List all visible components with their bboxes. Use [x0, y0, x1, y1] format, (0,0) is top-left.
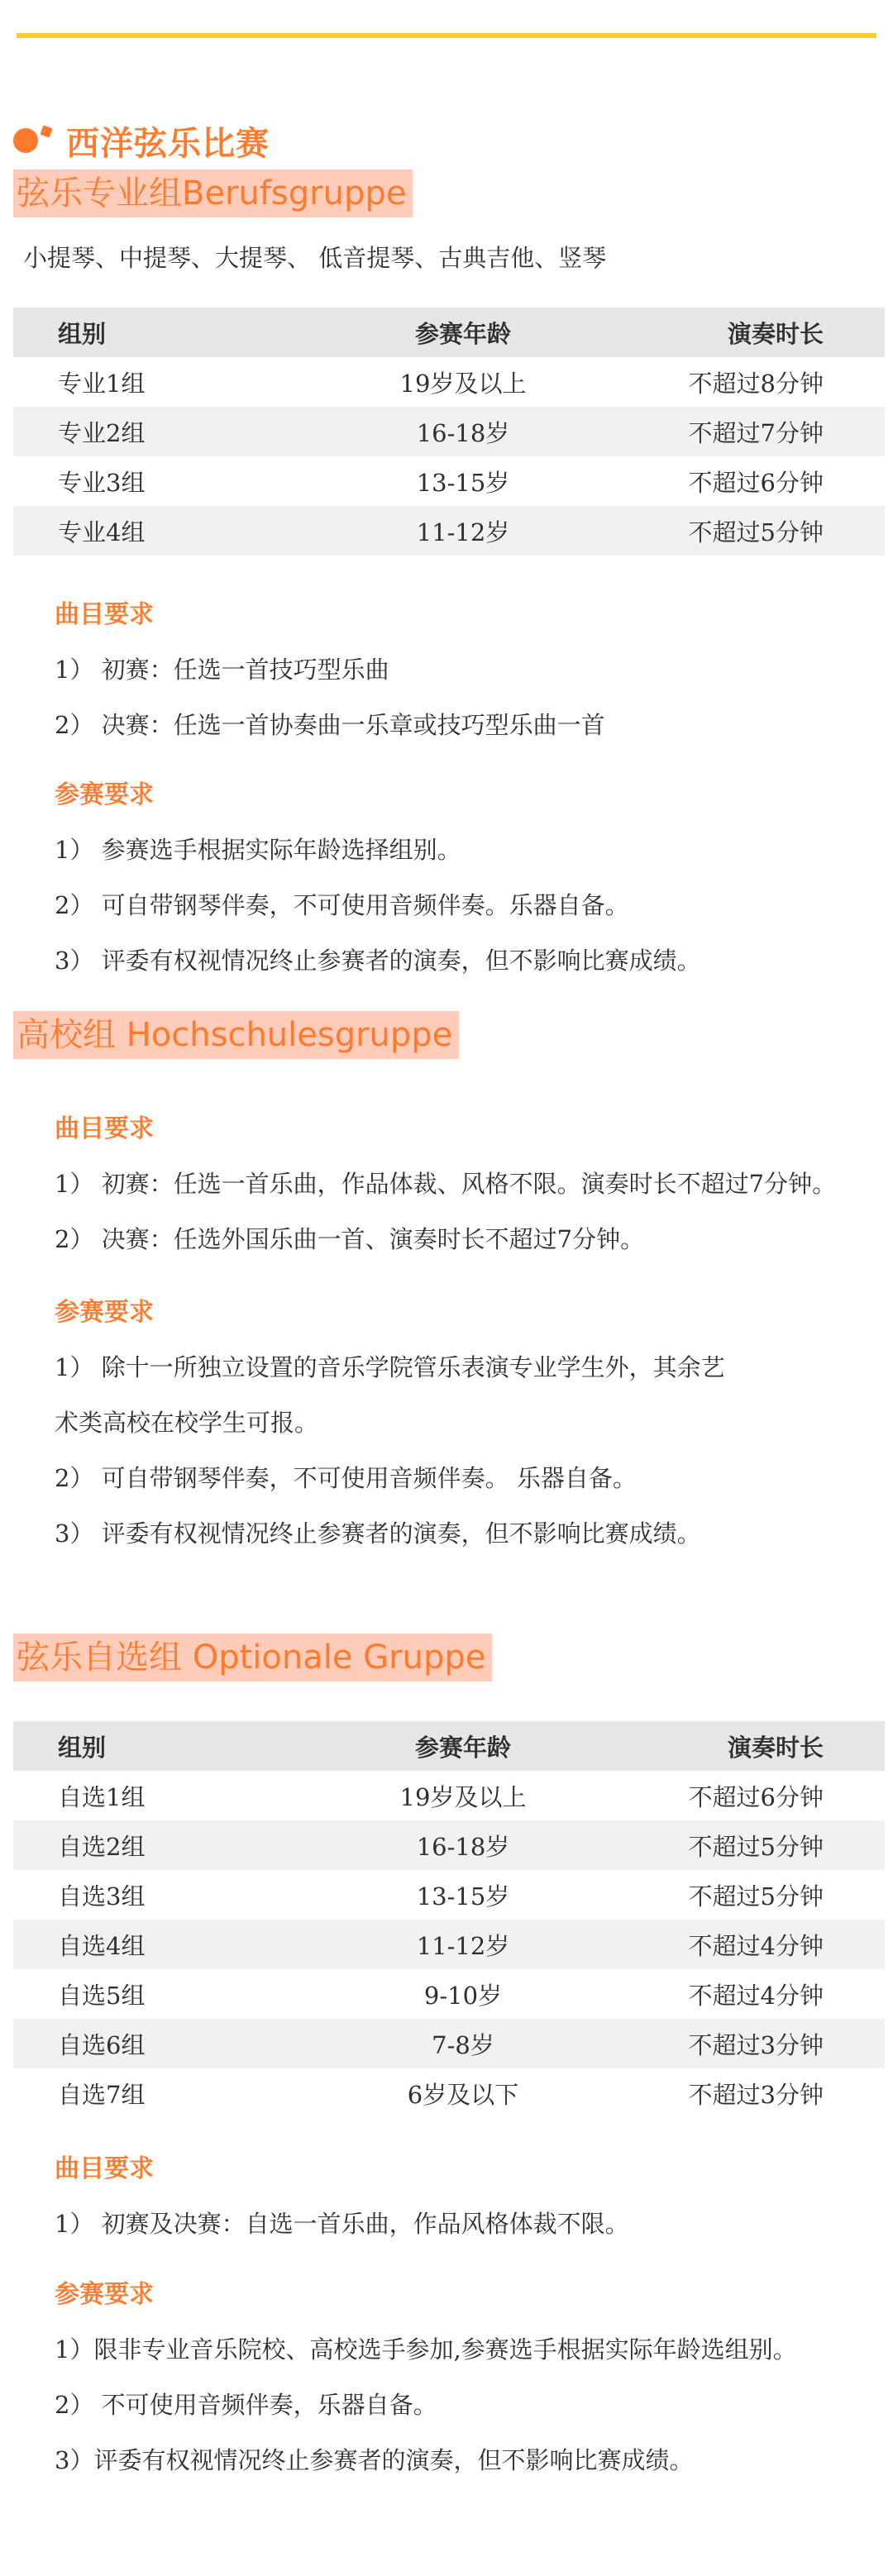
table-row	[13, 506, 885, 556]
table-header-row	[13, 1721, 885, 1771]
header-group: 组别	[58, 319, 107, 348]
header-group: 组别	[58, 1733, 107, 1762]
requirement-line: 3） 评委有权视情况终止参赛者的演奏，但不影响比赛成绩。	[55, 947, 701, 975]
requirement-line: 术类高校在校学生可报。	[55, 1409, 319, 1437]
cell-duration: 不超过6分钟	[688, 1782, 824, 1811]
requirements-heading: 参赛要求	[55, 2280, 154, 2309]
cell-duration: 不超过3分钟	[688, 2030, 824, 2059]
table-row	[13, 1820, 885, 1870]
cell-group: 自选5组	[58, 1981, 146, 2010]
header-age: 参赛年龄	[414, 319, 511, 348]
cell-group: 专业3组	[58, 468, 146, 497]
requirement-line: 1） 除十一所独立设置的音乐学院管乐表演专业学生外，其余艺	[55, 1353, 725, 1381]
cell-age: 9-10岁	[423, 1981, 503, 2010]
cell-age: 11-12岁	[416, 518, 510, 546]
table-row	[13, 407, 885, 456]
cell-group: 专业2组	[58, 418, 146, 447]
header-age: 参赛年龄	[414, 1733, 511, 1762]
cell-duration: 不超过8分钟	[688, 369, 824, 398]
table-row	[13, 2019, 885, 2068]
table-row	[13, 456, 885, 506]
requirements-heading: 参赛要求	[55, 780, 154, 809]
cell-group: 自选4组	[58, 1931, 146, 1960]
cell-group: 自选2组	[58, 1832, 146, 1861]
cell-age: 7-8岁	[432, 2030, 494, 2059]
instrument-list: 小提琴、中提琴、大提琴、 低音提琴、古典吉他、竖琴	[23, 244, 607, 272]
requirement-line: 2） 不可使用音频伴奏，乐器自备。	[55, 2391, 437, 2419]
requirement-line: 1） 参赛选手根据实际年龄选择组别。	[55, 836, 461, 864]
cell-age: 16-18岁	[416, 418, 510, 447]
cell-duration: 不超过5分钟	[688, 518, 824, 546]
table-row	[13, 1771, 885, 1820]
section-heading	[13, 107, 270, 174]
group-title-professional: 弦乐专业组Berufsgruppe	[13, 169, 413, 217]
cell-duration: 不超过5分钟	[688, 1832, 824, 1861]
cell-group: 专业1组	[58, 369, 146, 398]
cell-duration: 不超过3分钟	[688, 2080, 824, 2109]
cell-duration: 不超过7分钟	[688, 418, 824, 447]
requirement-line: 3）评委有权视情况终止参赛者的演奏，但不影响比赛成绩。	[55, 2446, 694, 2474]
cell-duration: 不超过4分钟	[688, 1981, 824, 2010]
table-row	[13, 1920, 885, 1969]
cell-age: 19岁及以上	[399, 369, 527, 398]
table-row	[13, 2068, 885, 2118]
repertoire-heading: 曲目要求	[55, 1114, 154, 1143]
requirement-line: 1）限非专业音乐院校、高校选手参加,参赛选手根据实际年龄选组别。	[55, 2335, 797, 2364]
top-divider	[17, 33, 876, 38]
cell-group: 自选1组	[58, 1782, 146, 1811]
table-header-row	[13, 308, 885, 357]
repertoire-line: 1） 初赛：任选一首技巧型乐曲	[55, 656, 389, 684]
group-title-optional: 弦乐自选组 Optionale Gruppe	[13, 1634, 492, 1682]
cell-duration: 不超过5分钟	[688, 1882, 824, 1911]
cell-group: 自选6组	[58, 2030, 146, 2059]
cell-age: 16-18岁	[416, 1832, 510, 1861]
cell-duration: 不超过6分钟	[688, 468, 824, 497]
repertoire-line: 1） 初赛及决赛：自选一首乐曲，作品风格体裁不限。	[55, 2210, 629, 2238]
professional-table	[13, 308, 885, 556]
repertoire-heading: 曲目要求	[55, 600, 154, 629]
cell-age: 13-15岁	[416, 1882, 510, 1911]
orange-tick-icon	[40, 125, 52, 137]
cell-group: 自选3组	[58, 1882, 146, 1911]
cell-duration: 不超过4分钟	[688, 1931, 824, 1960]
optional-table	[13, 1721, 885, 2118]
requirements-heading: 参赛要求	[55, 1298, 154, 1327]
table-row	[13, 357, 885, 407]
cell-age: 19岁及以上	[399, 1782, 527, 1811]
cell-age: 13-15岁	[416, 468, 510, 497]
repertoire-line: 1） 初赛：任选一首乐曲，作品体裁、风格不限。演奏时长不超过7分钟。	[55, 1170, 837, 1198]
requirement-line: 2） 可自带钢琴伴奏，不可使用音频伴奏。乐器自备。	[55, 891, 629, 919]
cell-age: 6岁及以下	[407, 2080, 519, 2109]
table-row	[13, 1969, 885, 2019]
requirement-line: 3） 评委有权视情况终止参赛者的演奏，但不影响比赛成绩。	[55, 1519, 701, 1548]
orange-dot-icon	[13, 128, 38, 153]
requirement-line: 2） 可自带钢琴伴奏，不可使用音频伴奏。 乐器自备。	[55, 1464, 637, 1492]
repertoire-heading: 曲目要求	[55, 2154, 154, 2183]
section-title: 西洋弦乐比赛	[66, 124, 270, 163]
repertoire-line: 2） 决赛：任选外国乐曲一首、演奏时长不超过7分钟。	[55, 1225, 645, 1253]
repertoire-line: 2） 决赛：任选一首协奏曲一乐章或技巧型乐曲一首	[55, 711, 605, 739]
header-duration: 演奏时长	[727, 1733, 824, 1762]
cell-group: 自选7组	[58, 2080, 146, 2109]
header-duration: 演奏时长	[727, 319, 824, 348]
table-row	[13, 1870, 885, 1920]
group-title-university: 高校组 Hochschulesgruppe	[13, 1011, 459, 1059]
cell-group: 专业4组	[58, 518, 146, 546]
cell-age: 11-12岁	[416, 1931, 510, 1960]
